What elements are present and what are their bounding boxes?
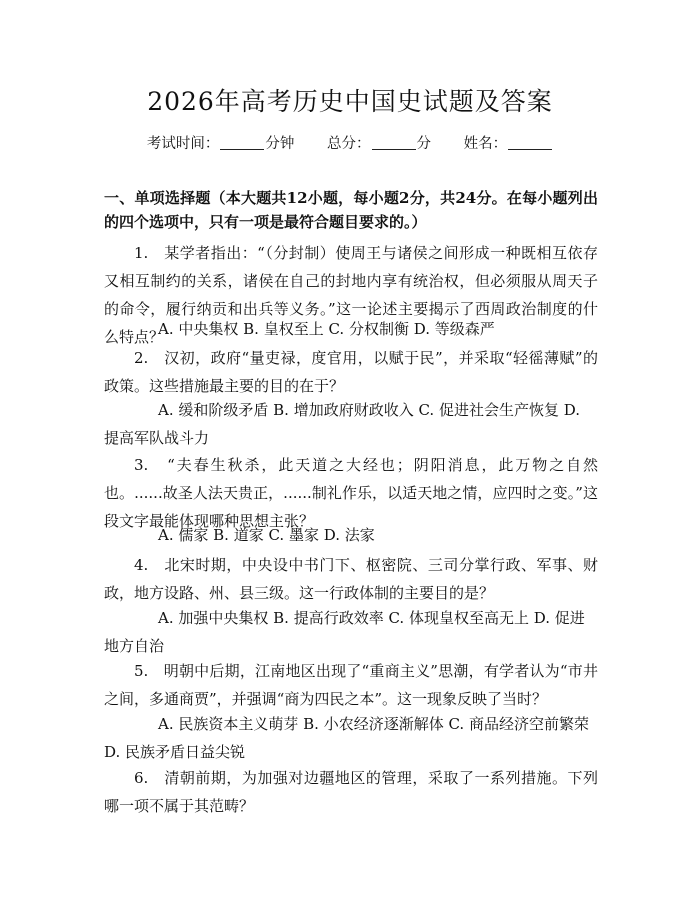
- student-name-blank[interactable]: [508, 135, 552, 150]
- exam-time-field: [147, 136, 295, 152]
- exam-time-blank[interactable]: [220, 135, 264, 150]
- exam-time-label: 考试时间：: [146, 136, 220, 152]
- question-1-stem: 1. 某学者指出：“（分封制）使周王与诸侯之间形成一种既相互依存又相互制约的关系，诸侯在自己的封地内享有统治权，但必须服从周天子的命令，履行纳贡和出兵等义务。”这一论述主要揭示了西周政治制度的什么特点？: [104, 244, 598, 346]
- student-name-field: [464, 136, 554, 152]
- student-name-label: 姓名：: [463, 136, 508, 152]
- exam-info-line: [0, 132, 700, 153]
- question-5-stem: 5. 明朝中后期，江南地区出现了“重商主义”思潮，有学者认为“市井之间，多通商贾”，并强调“商为四民之本”。这一现象反映了当时？: [104, 662, 598, 708]
- section-heading: 一、单项选择题（本大题共12小题，每小题2分，共24分。在每小题列出的四个选项中，只有一项是最符合题目要求的。）: [104, 189, 598, 231]
- total-score-unit: 分: [416, 136, 431, 152]
- question-5-options: A. 民族资本主义萌芽 B. 小农经济逐渐解体 C. 商品经济空前繁荣 D. 民族矛盾日益尖锐: [104, 715, 589, 761]
- question-4-options: A. 加强中央集权 B. 提高行政效率 C. 体现皇权至高无上 D. 促进地方自治: [104, 609, 585, 655]
- exam-time-unit: 分钟: [265, 136, 295, 152]
- total-score-blank[interactable]: [372, 135, 416, 150]
- question-2-options: A. 缓和阶级矛盾 B. 增加政府财政收入 C. 促进社会生产恢复 D. 提高军队战斗力: [104, 401, 580, 447]
- page-title: 2026年高考历史中国史试题及答案: [147, 87, 553, 116]
- question-2-stem: 2. 汉初，政府“量吏禄，度官用，以赋于民”，并采取“轻徭薄赋”的政策。这些措施最主要的目的在于？: [104, 349, 598, 395]
- total-score-field: [327, 136, 431, 152]
- question-3-options: A. 儒家 B. 道家 C. 墨家 D. 法家: [158, 526, 375, 544]
- question-6-stem: 6. 清朝前期，为加强对边疆地区的管理，采取了一系列措施。下列哪一项不属于其范畴？: [104, 769, 598, 815]
- question-4-stem: 4. 北宋时期，中央设中书门下、枢密院、三司分掌行政、军事、财政，地方设路、州、县三级。这一行政体制的主要目的是？: [104, 556, 598, 602]
- question-1-options: A. 中央集权 B. 皇权至上 C. 分权制衡 D. 等级森严: [158, 320, 495, 338]
- total-score-label: 总分：: [327, 136, 371, 152]
- question-3-stem: 3. “夫春生秋杀，此天道之大经也；阴阳消息，此万物之自然也。......故圣人法天贵正，......制礼作乐，以适天地之情，应四时之变。”这段文字最能体现哪种思想主张？: [104, 456, 598, 530]
